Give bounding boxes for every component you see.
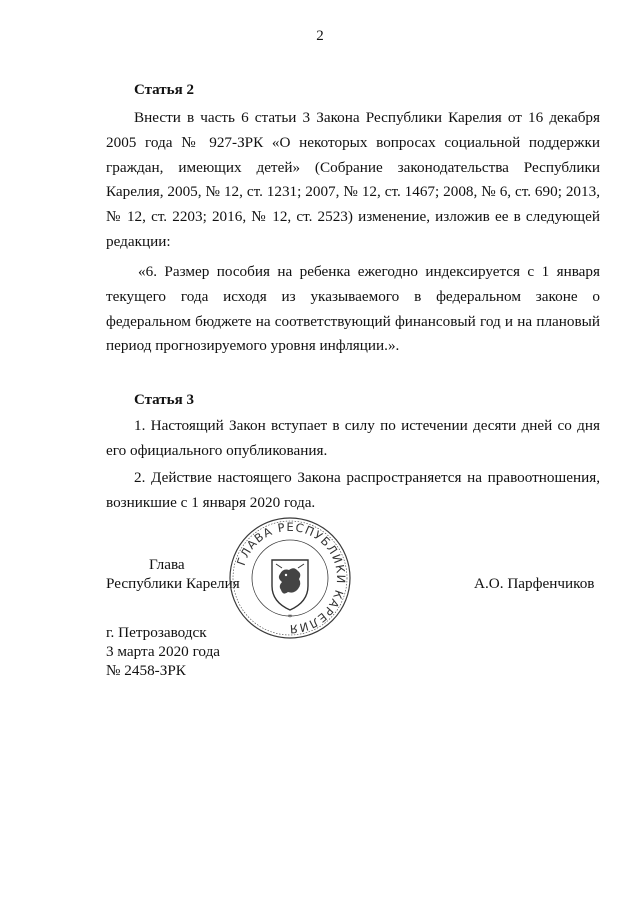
article-2-intro: Внести в часть 6 статьи 3 Закона Республики Карелия от 16 декабря 2005 года № 927-ЗРК «О некоторых вопросах социальной поддержки граждан, имеющих детей» (Собрание законодательства Республики Карелия, 2005, № 12, ст. 1231; 2007, № 12, ст. 1467; 2008, № 6, ст. 690; 2013, № 12, ст. 2203; 2016, № 12, ст. 2523) изменение, изложив ее в следующей редакции: (106, 109, 600, 250)
signatory-name: А.О. Парфенчиков (474, 575, 595, 592)
bear-emblem-icon (272, 560, 308, 610)
official-seal (228, 516, 352, 640)
article-3-item-2: 2. Действие настоящего Закона распространяется на правоотношения, возникшие с 1 января 2020 года. (106, 469, 600, 511)
article-2-quote: «6. Размер пособия на ребенка ежегодно индексируется с 1 января текущего года исходя из указываемого в федеральном законе о федеральном бюджете на соответствующий финансовый год и на плановый период прогнозируемого уровня инфляции.». (106, 263, 600, 355)
footer-date: 3 марта 2020 года (106, 643, 221, 660)
article-2-heading: Статья 2 (134, 82, 194, 98)
signature-title-line-2: Республики Карелия (106, 575, 240, 592)
footer-law-number: № 2458-ЗРК (106, 662, 186, 679)
article-3-heading: Статья 3 (134, 392, 194, 408)
svg-text:*: * (288, 613, 292, 622)
seal-text: ГЛАВА РЕСПУБЛИКИ КАРЕЛИЯ (233, 519, 349, 637)
article-3-item-1: 1. Настоящий Закон вступает в силу по истечении десяти дней со дня его официального опубликования. (106, 417, 600, 459)
footer-city: г. Петрозаводск (106, 624, 207, 641)
page-number: 2 (316, 28, 324, 44)
signature-title-line-1: Глава (149, 556, 185, 573)
